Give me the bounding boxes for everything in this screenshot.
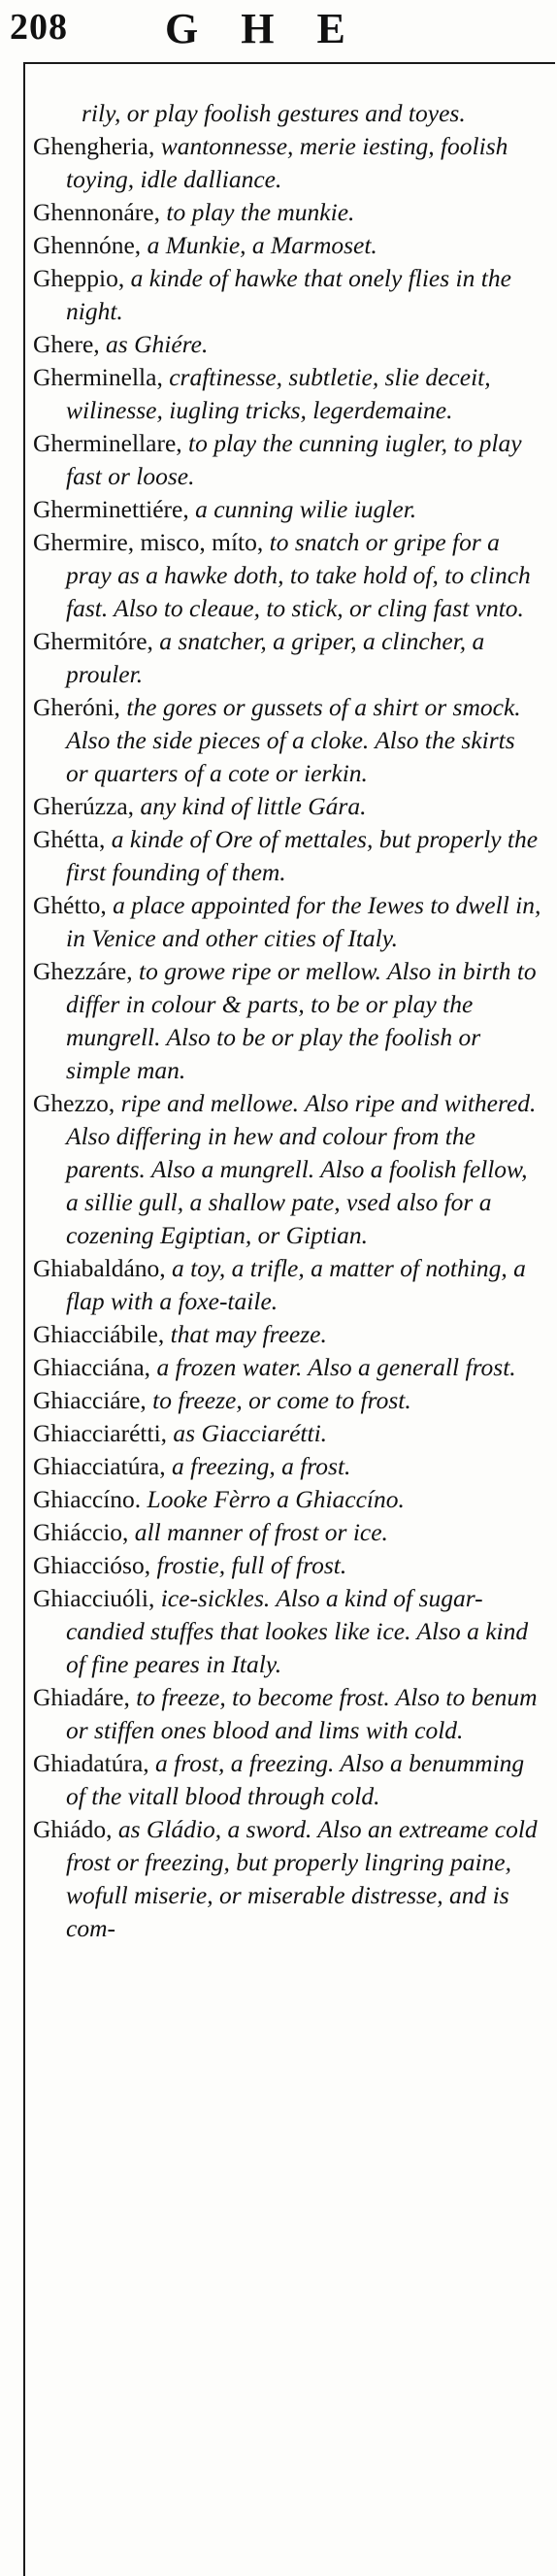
entry-definition: a freezing, a frost. — [165, 1452, 351, 1480]
dictionary-entry — [33, 1747, 541, 1813]
entry-definition: to play the cunning iugler, to play fast or loose. — [66, 429, 522, 490]
entry-definition: a kinde of Ore of mettales, but properly the first founding of them. — [66, 825, 539, 886]
dictionary-entry — [33, 328, 541, 361]
dictionary-entry — [33, 889, 541, 955]
entry-headword: Ghiacciarétti, — [33, 1419, 168, 1447]
entry-definition: a Munkie, a Marmoset. — [141, 231, 377, 259]
entry-headword: Gherminellare, — [33, 429, 182, 457]
entry-definition: frostie, full of frost. — [150, 1551, 347, 1579]
dictionary-entry — [33, 196, 541, 229]
entry-definition: to freeze, or come to frost. — [146, 1386, 411, 1414]
running-head: GHE — [165, 5, 388, 52]
entry-headword: Ghengheria, — [33, 132, 155, 160]
entry-definition: all manner of frost or ice. — [128, 1518, 388, 1546]
dictionary-entry — [33, 1813, 541, 1945]
dictionary-entry — [33, 1252, 541, 1318]
entry-definition: as Ghiére. — [99, 330, 209, 358]
dictionary-entry — [33, 1516, 541, 1549]
entry-headword: Ghiacciuóli, — [33, 1584, 155, 1612]
entry-headword: Ghiacciatúra, — [33, 1452, 166, 1480]
entry-definition: a frozen water. Also a generall frost. — [150, 1353, 516, 1381]
entry-headword: Ghiacciábile, — [33, 1320, 165, 1348]
entry-headword: Gherminella, — [33, 363, 163, 391]
entry-headword: Ghezzo, — [33, 1089, 115, 1117]
dictionary-entry — [33, 955, 541, 1087]
entry-definition: Looke Fèrro a Ghiaccíno. — [141, 1485, 405, 1513]
header-rule — [23, 62, 555, 64]
entry-headword: Ghiabaldáno, — [33, 1254, 166, 1282]
entry-definition: ripe and mellowe. Also ripe and withered. Also differing in hew and colour from the parents. Also a mungrell. Also a foolish fellow, a sillie gull, a shallow pate, vsed also for a cozening Egiptian, or Giptian. — [66, 1089, 537, 1249]
dictionary-entry — [33, 427, 541, 493]
entry-headword: Gherúzza, — [33, 792, 135, 820]
entry-headword: Ghétta, — [33, 825, 106, 853]
entry-headword: Ghezzáre, — [33, 957, 133, 985]
dictionary-entry — [33, 625, 541, 691]
entry-headword: Ghere, — [33, 330, 100, 358]
entry-definition: wantonnesse, merie iesting, foolish toying, idle dalliance. — [66, 132, 508, 193]
entry-definition: a place appointed for the Iewes to dwell in, in Venice and other cities of Italy. — [66, 891, 541, 952]
dictionary-entry — [33, 493, 541, 526]
dictionary-entry — [33, 1681, 541, 1747]
entry-headword: Ghiadáre, — [33, 1683, 130, 1711]
entry-definition: the gores or gussets of a shirt or smock. Also the side pieces of a cloke. Also the skirts or quarters of a cote or ierkin. — [66, 693, 521, 787]
entry-definition: to snatch or gripe for a pray as a hawke doth, to take hold of, to clinch fast. Also to cleaue, to stick, or cling fast vnto. — [66, 528, 531, 622]
entry-definition: to freeze, to become frost. Also to benum or stiffen ones blood and lims with cold. — [66, 1683, 538, 1744]
entry-headword: Ghermire, misco, míto, — [33, 528, 264, 556]
dictionary-entry — [33, 262, 541, 328]
entry-definition: a toy, a trifle, a matter of nothing, a flap with a foxe-taile. — [66, 1254, 526, 1315]
dictionary-entry — [33, 1384, 541, 1417]
entry-definition: a kinde of hawke that onely flies in the night. — [66, 264, 511, 325]
entry-headword: Ghiáccio, — [33, 1518, 129, 1546]
entry-definition: to growe ripe or mellow. Also in birth to differ in colour & parts, to be or play the mungrell. Also to be or play the foolish or simple man. — [66, 957, 537, 1084]
entry-definition: any kind of little Gára. — [134, 792, 367, 820]
dictionary-entry — [33, 691, 541, 790]
dictionary-entry — [33, 361, 541, 427]
entry-definition: that may freeze. — [164, 1320, 327, 1348]
entry-headword: Gherminettiére, — [33, 495, 189, 523]
dictionary-entry — [33, 790, 541, 823]
entry-headword: Ghennonáre, — [33, 198, 160, 226]
entry-definition: rily, or play foolish gestures and toyes. — [82, 99, 466, 127]
dictionary-entry — [33, 229, 541, 262]
entry-definition: ice-sickles. Also a kind of sugar-candied stuffes that lookes like ice. Also a kind of fine peares in Italy. — [66, 1584, 529, 1678]
dictionary-entry — [33, 1318, 541, 1351]
entry-headword: Ghiadatúra, — [33, 1749, 149, 1777]
dictionary-entry — [33, 1087, 541, 1252]
entry-headword: Gheppio, — [33, 264, 125, 292]
entry-headword: Ghiacciána, — [33, 1353, 151, 1381]
entry-definition: a snatcher, a griper, a clincher, a prouler. — [66, 627, 485, 688]
dictionary-entry — [33, 823, 541, 889]
dictionary-entry — [33, 1483, 541, 1516]
page-number: 208 — [10, 7, 68, 48]
dictionary-entry — [33, 1417, 541, 1450]
dictionary-entry — [33, 1450, 541, 1483]
entry-definition: to play the munkie. — [160, 198, 355, 226]
page-header — [0, 0, 557, 70]
entry-headword: Ghiaccióso, — [33, 1551, 151, 1579]
entry-definition: as Gládio, a sword. Also an extreame cold frost or freezing, but properly lingring paine, wofull miserie, or miserable distresse, and is com- — [66, 1815, 538, 1942]
entry-headword: Ghiádo, — [33, 1815, 113, 1843]
dictionary-entry — [33, 1351, 541, 1384]
entry-headword: Ghiaccíno. — [33, 1485, 142, 1513]
entry-headword: Ghermitóre, — [33, 627, 153, 655]
entry-headword: Gheróni, — [33, 693, 120, 721]
entry-definition: as Giacciarétti. — [167, 1419, 328, 1447]
entry-definition: a frost, a freezing. Also a benumming of the vitall blood through cold. — [66, 1749, 525, 1810]
dictionary-entry — [33, 1549, 541, 1582]
entry-headword: Ghétto, — [33, 891, 107, 919]
entry-list — [33, 97, 541, 1945]
dictionary-entry — [33, 130, 541, 196]
entry-headword: Ghiacciáre, — [33, 1386, 147, 1414]
column-rule — [23, 62, 25, 2576]
entry-definition: a cunning wilie iugler. — [188, 495, 417, 523]
entry-headword: Ghennóne, — [33, 231, 142, 259]
entry-definition: craftinesse, subtletie, slie deceit, wilinesse, iugling tricks, legerdemaine. — [66, 363, 491, 424]
dictionary-entry — [33, 1582, 541, 1681]
dictionary-entry — [33, 97, 541, 130]
dictionary-entry — [33, 526, 541, 625]
